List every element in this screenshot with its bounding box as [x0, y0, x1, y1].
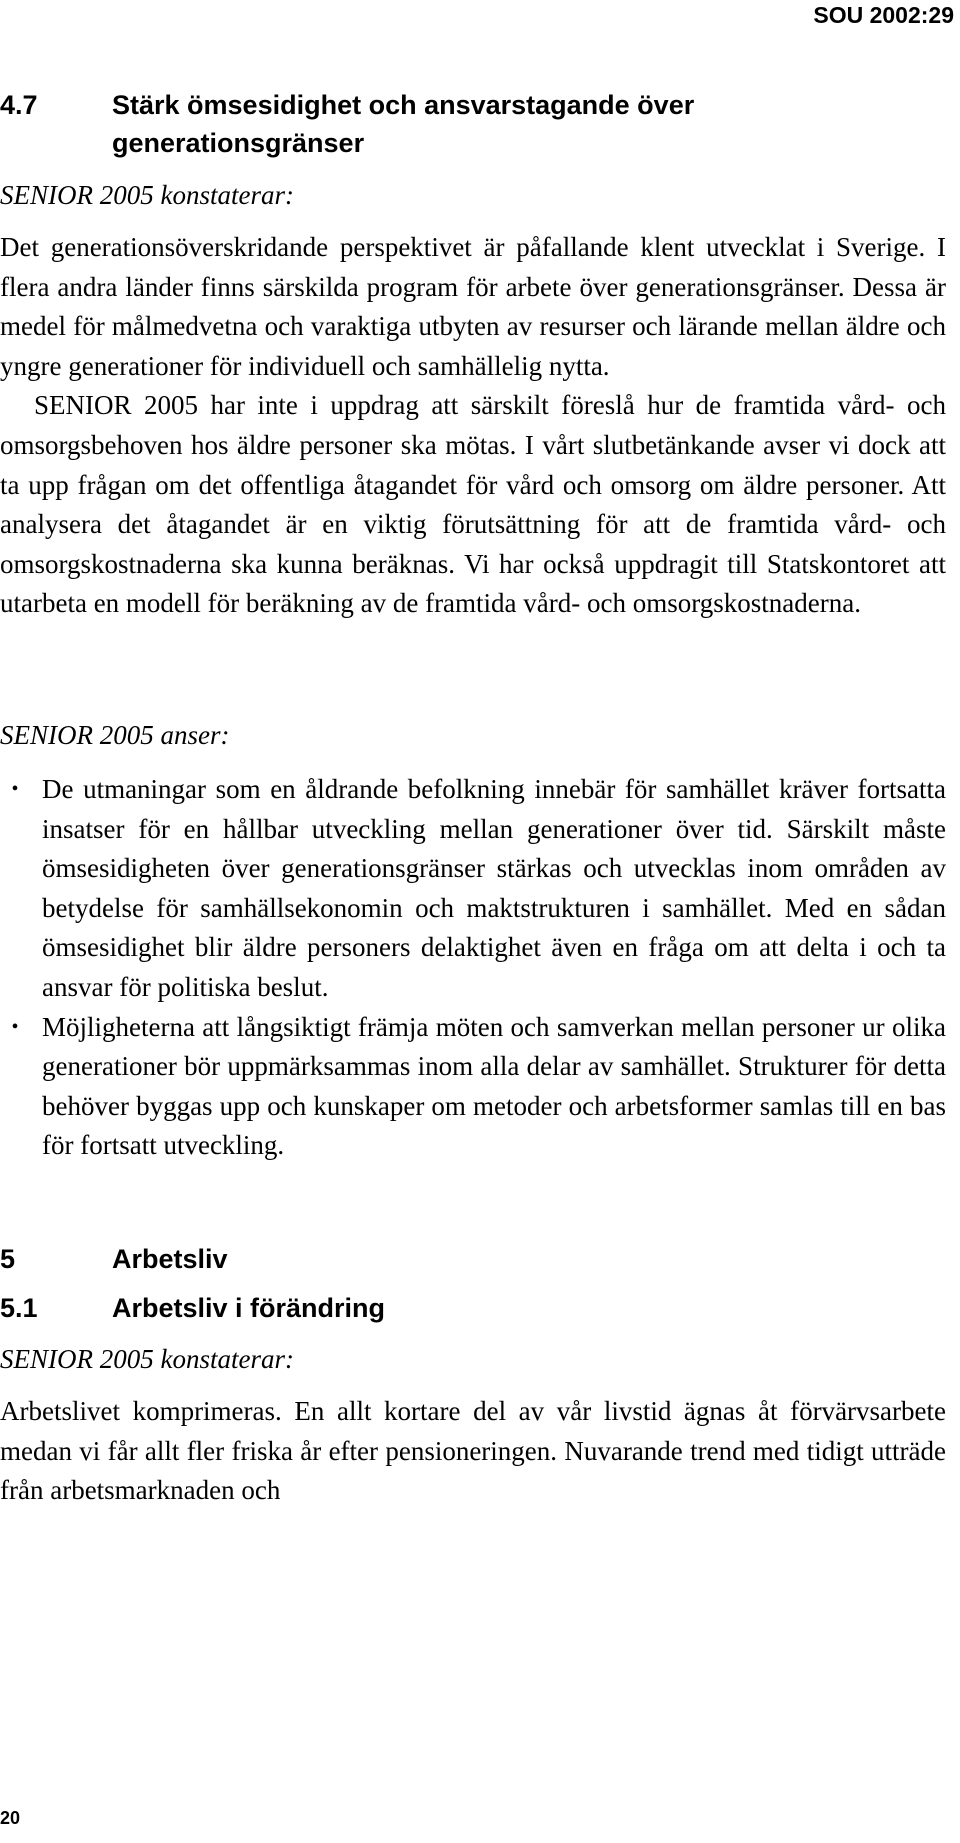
section-number: 4.7 [0, 90, 38, 120]
chapter-title: Arbetsliv [112, 1244, 228, 1274]
section-title: Stärk ömsesidighet och ansvarstagande över generationsgränser [112, 90, 695, 158]
observation-label: SENIOR 2005 konstaterar: [0, 1344, 294, 1374]
section-4-7-heading [0, 86, 948, 166]
section-5-heading [0, 1240, 948, 1280]
list-item [0, 770, 946, 1008]
section-5-1-body [0, 1392, 946, 1511]
body-paragraph: Arbetslivet komprimeras. En allt kortare del av vår livstid ägnas åt förvärvsarbete medan vi får allt fler friska år efter pensioneringen. Nuvarande trend med tidigt utträde från arbetsmarknaden och [0, 1396, 946, 1506]
chapter-number: 5 [0, 1244, 16, 1274]
page-number: 20 [0, 1808, 21, 1828]
section-number: 5.1 [0, 1293, 38, 1323]
opinion-bullet-list [0, 770, 946, 1166]
bullet-icon: • [11, 1015, 19, 1038]
body-paragraph: SENIOR 2005 har inte i uppdrag att särskilt föreslå hur de framtida vård- och omsorgsbehoven hos äldre personer ska mötas. I vårt slutbetänkande avser vi dock att ta upp frågan om det offentliga åtagandet för vård och omsorg om äldre personer. Att analysera det åtagandet är en viktig förutsättning för att de framtida vård- och omsorgskostnaderna ska kunna beräknas. Vi har också uppdragit till Statskontoret att utarbeta en modell för beräkning av de framtida vård- och omsorgskostnaderna. [0, 390, 946, 619]
list-item [0, 1008, 946, 1166]
section-5-1-heading [0, 1289, 948, 1329]
section-4-7-body [0, 228, 946, 624]
section-title: Arbetsliv i förändring [112, 1293, 386, 1323]
observation-label: SENIOR 2005 konstaterar: [0, 180, 294, 210]
opinion-label: SENIOR 2005 anser: [0, 720, 230, 750]
bullet-icon: • [11, 778, 19, 800]
body-paragraph: Det generationsöverskridande perspektivet är påfallande klent utvecklat i Sverige. I flera andra länder finns särskilda program för arbete över generationsgränser. Dessa är medel för målmedvetna och varaktiga utbyten av resurser och lärande mellan äldre och yngre generationer för individuell och samhällelig nytta. [0, 232, 946, 381]
bullet-text: Möjligheterna att långsiktigt främja möten och samverkan mellan personer ur olika generationer bör uppmärksammas inom alla delar av samhället. Strukturer för detta behöver byggas upp och kunskaper om metoder och arbetsformer samlas till en bas för fortsatt utveckling. [42, 1011, 946, 1161]
bullet-text: De utmaningar som en åldrande befolkning innebär för samhället kräver fortsatta insatser för en hållbar utveckling mellan generationer över tid. Särskilt måste ömsesidigheten över generationsgränser stärkas och utvecklas inom områden av betydelse för samhällsekonomin och maktstrukturen i samhället. Med en sådan ömsesidighet blir äldre personers delaktighet även en fråga om att delta i och ta ansvar för politiska beslut. [42, 774, 946, 1002]
running-header: SOU 2002:29 [813, 2, 954, 28]
